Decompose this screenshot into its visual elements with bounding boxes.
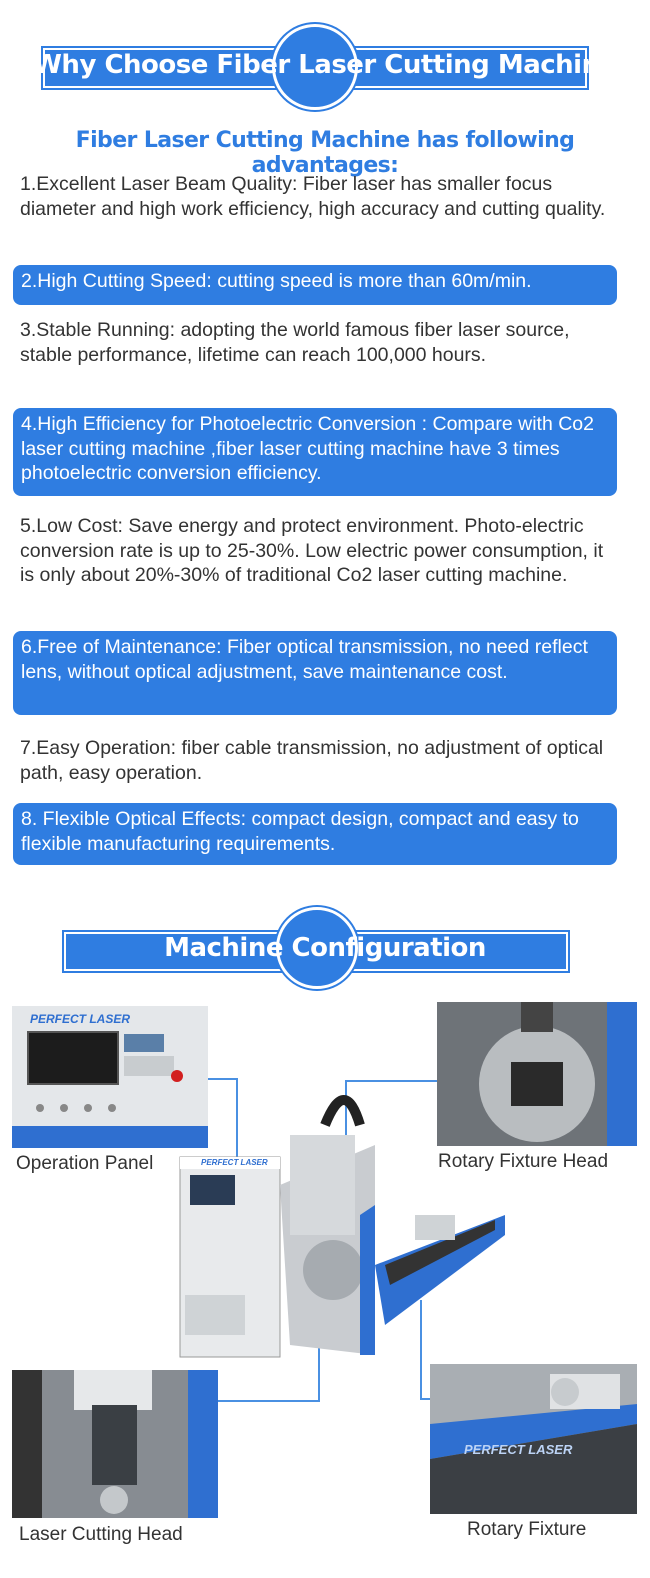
fiber-laser-machine-illustration bbox=[175, 1085, 510, 1370]
laser-cutting-head-photo bbox=[12, 1370, 218, 1518]
advantage-item-1: 1.Excellent Laser Beam Quality: Fiber laser has smaller focus diameter and high work efficiency, high accuracy and cutting quality. bbox=[20, 173, 606, 220]
rotary-fixture-illustration bbox=[430, 1364, 637, 1514]
machine-brand-logo: PERFECT LASER bbox=[201, 1158, 268, 1167]
rotary-fixture-label: Rotary Fixture bbox=[467, 1519, 587, 1540]
rotary-fixture-brand-logo: PERFECT LASER bbox=[464, 1442, 573, 1457]
machine-photo bbox=[175, 1085, 510, 1370]
advantage-item-7: 7.Easy Operation: fiber cable transmission, no adjustment of optical path, easy operation. bbox=[20, 737, 604, 784]
banner-title: Machine Configuration bbox=[164, 933, 486, 963]
connector-line bbox=[420, 1398, 430, 1400]
advantage-item-6: 6.Free of Maintenance: Fiber optical transmission, no need reflect lens, without optical adjustment, save maintenance cost. bbox=[13, 631, 617, 715]
advantage-item-3: 3.Stable Running: adopting the world famous fiber laser source, stable performance, lifetime can reach 100,000 hours. bbox=[20, 319, 570, 366]
advantage-item-5: 5.Low Cost: Save energy and protect environment. Photo-electric conversion rate is up to 25-30%. Low electric power consumption, it is only about 20%-30% of traditional Co2 laser cutting machine. bbox=[20, 515, 604, 586]
connector-line bbox=[345, 1080, 438, 1082]
operation-panel-label: Operation Panel bbox=[16, 1153, 154, 1174]
connector-line bbox=[208, 1078, 238, 1080]
why-choose-banner bbox=[0, 22, 650, 112]
rotary-fixture-photo bbox=[430, 1364, 637, 1514]
advantage-item-2: 2.High Cutting Speed: cutting speed is more than 60m/min. bbox=[13, 265, 617, 305]
brand-logo: PERFECT LASER bbox=[30, 1012, 131, 1026]
rotary-fixture-head-label: Rotary Fixture Head bbox=[438, 1151, 609, 1172]
advantage-item-8: 8. Flexible Optical Effects: compact design, compact and easy to flexible manufacturing requirements. bbox=[13, 803, 617, 865]
laser-head-illustration bbox=[12, 1370, 218, 1518]
connector-line bbox=[218, 1400, 318, 1402]
advantages-subtitle: Fiber Laser Cutting Machine has following advantages: bbox=[75, 128, 575, 178]
banner-title: Why Choose Fiber Laser Cutting Machine bbox=[33, 50, 617, 80]
laser-cutting-head-label: Laser Cutting Head bbox=[19, 1524, 183, 1545]
machine-config-banner bbox=[0, 905, 650, 995]
advantage-item-4: 4.High Efficiency for Photoelectric Conversion : Compare with Co2 laser cutting machine ,fiber laser cutting machine have 3 times photoelectric conversion efficiency. bbox=[13, 408, 617, 496]
